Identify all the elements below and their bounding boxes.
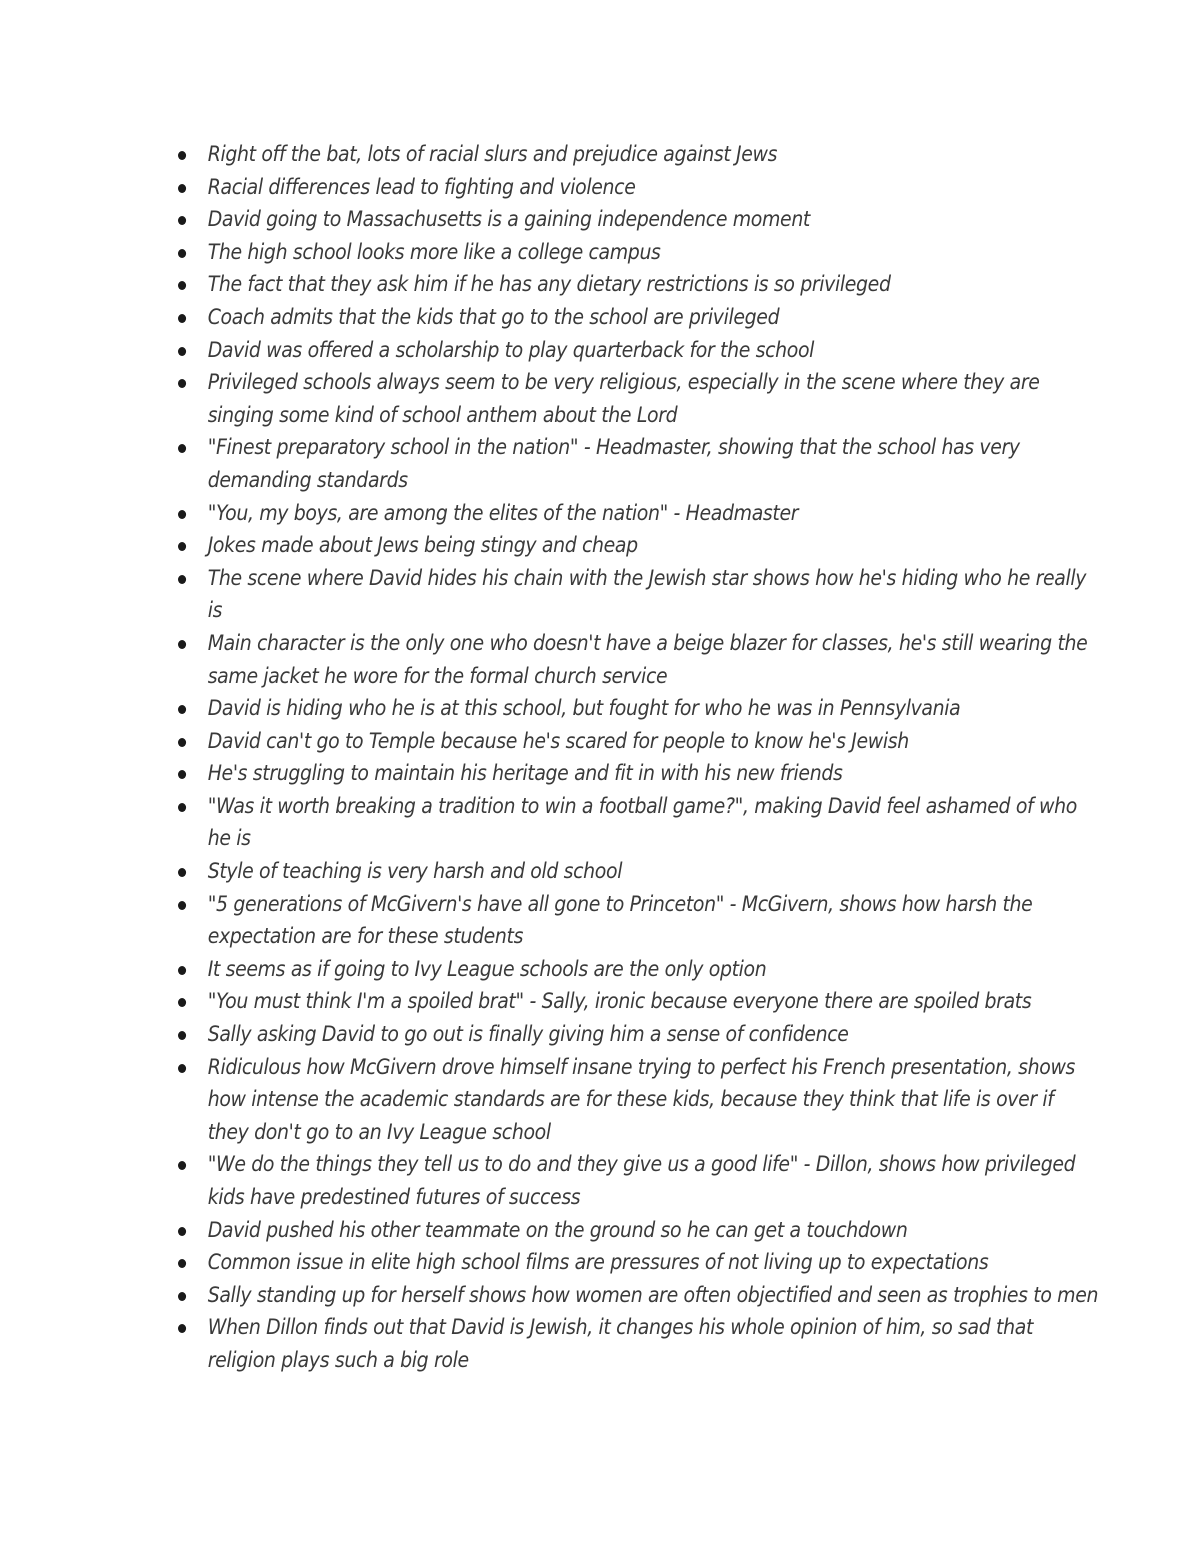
bullet-icon bbox=[178, 575, 186, 584]
list-item bbox=[178, 529, 1099, 562]
list-item-text: Main character is the only one who doesn't have a beige blazer for classes, he's still wearing the same jacket he wore for the formal church service bbox=[207, 630, 1088, 688]
bullet-icon bbox=[178, 379, 186, 388]
list-item bbox=[178, 757, 1099, 790]
list-item bbox=[178, 1051, 1099, 1149]
list-item-text: "Was it worth breaking a tradition to win a football game?", making David feel ashamed of who he is bbox=[207, 793, 1077, 851]
bullet-icon bbox=[178, 444, 186, 453]
list-item-text: Privileged schools always seem to be very religious, especially in the scene where they are singing some kind of school anthem about the Lord bbox=[207, 370, 1040, 427]
list-item-text: The scene where David hides his chain with the Jewish star shows how he's hiding who he really is bbox=[207, 565, 1087, 623]
bullet-icon bbox=[178, 542, 186, 551]
list-item-text: Jokes made about Jews being stingy and cheap bbox=[207, 533, 638, 558]
list-item bbox=[178, 790, 1099, 855]
list-item bbox=[178, 953, 1099, 986]
list-item-text: He's struggling to maintain his heritage and fit in with his new friends bbox=[207, 761, 843, 786]
list-item-text: David pushed his other teammate on the ground so he can get a touchdown bbox=[207, 1217, 908, 1242]
list-item bbox=[178, 692, 1099, 725]
list-item bbox=[178, 1246, 1099, 1279]
list-item bbox=[178, 627, 1099, 692]
list-item-text: David was offered a scholarship to play quarterback for the school bbox=[207, 337, 815, 362]
bullet-icon bbox=[178, 184, 186, 193]
list-item bbox=[178, 171, 1099, 204]
list-item bbox=[178, 497, 1099, 530]
bullet-icon bbox=[178, 738, 186, 747]
list-item bbox=[178, 725, 1099, 758]
bullet-icon bbox=[178, 1292, 186, 1301]
list-item bbox=[178, 888, 1099, 953]
list-item bbox=[178, 1148, 1099, 1213]
list-item bbox=[178, 855, 1099, 888]
bullet-icon bbox=[178, 966, 186, 975]
list-item-text: Sally asking David to go out is finally giving him a sense of confidence bbox=[207, 1022, 849, 1047]
bullet-icon bbox=[178, 803, 186, 812]
list-item-text: The fact that they ask him if he has any dietary restrictions is so privileged bbox=[207, 272, 891, 297]
list-item-text: "5 generations of McGivern's have all gone to Princeton" - McGivern, shows how harsh the expectation are for these students bbox=[207, 891, 1033, 949]
list-item bbox=[178, 1311, 1099, 1376]
bullet-icon bbox=[178, 705, 186, 714]
list-item-text: Common issue in elite high school films are pressures of not living up to expectations bbox=[207, 1250, 989, 1275]
list-item bbox=[178, 366, 1099, 431]
list-item-text: Sally standing up for herself shows how women are often objectified and seen as trophies to men bbox=[207, 1282, 1099, 1307]
bullet-icon bbox=[178, 1161, 186, 1170]
list-item-text: Ridiculous how McGivern drove himself insane trying to perfect his French presentation, shows how intense the academic standards are for these kids, because they think that life is over if they don't go to an Ivy League school bbox=[207, 1054, 1076, 1144]
bullet-icon bbox=[178, 151, 186, 160]
bullet-icon bbox=[178, 770, 186, 779]
list-item-text: It seems as if going to Ivy League schools are the only option bbox=[207, 956, 767, 981]
list-item-text: "You, my boys, are among the elites of the nation" - Headmaster bbox=[207, 500, 799, 525]
bullet-icon bbox=[178, 249, 186, 258]
list-item bbox=[178, 236, 1099, 269]
bullet-icon bbox=[178, 640, 186, 649]
bullet-icon bbox=[178, 1259, 186, 1268]
list-item-text: Coach admits that the kids that go to the school are privileged bbox=[207, 304, 780, 329]
list-item bbox=[178, 268, 1099, 301]
bullet-icon bbox=[178, 868, 186, 877]
bullet-icon bbox=[178, 314, 186, 323]
list-item-text: The high school looks more like a college campus bbox=[207, 239, 661, 264]
bullet-icon bbox=[178, 1324, 186, 1333]
list-item-text: David is hiding who he is at this school, but fought for who he was in Pennsylvania bbox=[207, 696, 961, 721]
list-item bbox=[178, 138, 1099, 171]
list-item bbox=[178, 1018, 1099, 1051]
list-item-text: David going to Massachusetts is a gaining independence moment bbox=[207, 207, 810, 232]
list-item bbox=[178, 334, 1099, 367]
bullet-icon bbox=[178, 1064, 186, 1073]
list-item-text: "We do the things they tell us to do and they give us a good life" - Dillon, shows how privileged kids have predestined futures of success bbox=[207, 1152, 1076, 1209]
notes-bullet-list bbox=[178, 138, 1099, 1377]
list-item bbox=[178, 203, 1099, 236]
bullet-icon bbox=[178, 998, 186, 1007]
list-item-text: Right off the bat, lots of racial slurs and prejudice against Jews bbox=[207, 142, 778, 166]
list-item-text: David can't go to Temple because he's scared for people to know he's Jewish bbox=[207, 728, 909, 753]
list-item bbox=[178, 562, 1099, 627]
bullet-icon bbox=[178, 347, 186, 356]
bullet-icon bbox=[178, 901, 186, 910]
list-item bbox=[178, 1214, 1099, 1247]
list-item-text: Style of teaching is very harsh and old school bbox=[207, 859, 623, 884]
list-item bbox=[178, 985, 1099, 1018]
list-item bbox=[178, 1279, 1099, 1312]
bullet-icon bbox=[178, 216, 186, 225]
list-item-text: Racial differences lead to fighting and violence bbox=[207, 174, 636, 199]
list-item-text: When Dillon finds out that David is Jewish, it changes his whole opinion of him, so sad that religion plays such a big role bbox=[207, 1315, 1033, 1372]
bullet-icon bbox=[178, 1227, 186, 1236]
bullet-icon bbox=[178, 281, 186, 290]
list-item-text: "Finest preparatory school in the nation" - Headmaster, showing that the school has very demanding standards bbox=[207, 435, 1020, 492]
list-item bbox=[178, 301, 1099, 334]
bullet-icon bbox=[178, 510, 186, 519]
bullet-icon bbox=[178, 1031, 186, 1040]
list-item bbox=[178, 431, 1099, 496]
list-item-text: "You must think I'm a spoiled brat" - Sally, ironic because everyone there are spoiled brats bbox=[207, 989, 1032, 1014]
